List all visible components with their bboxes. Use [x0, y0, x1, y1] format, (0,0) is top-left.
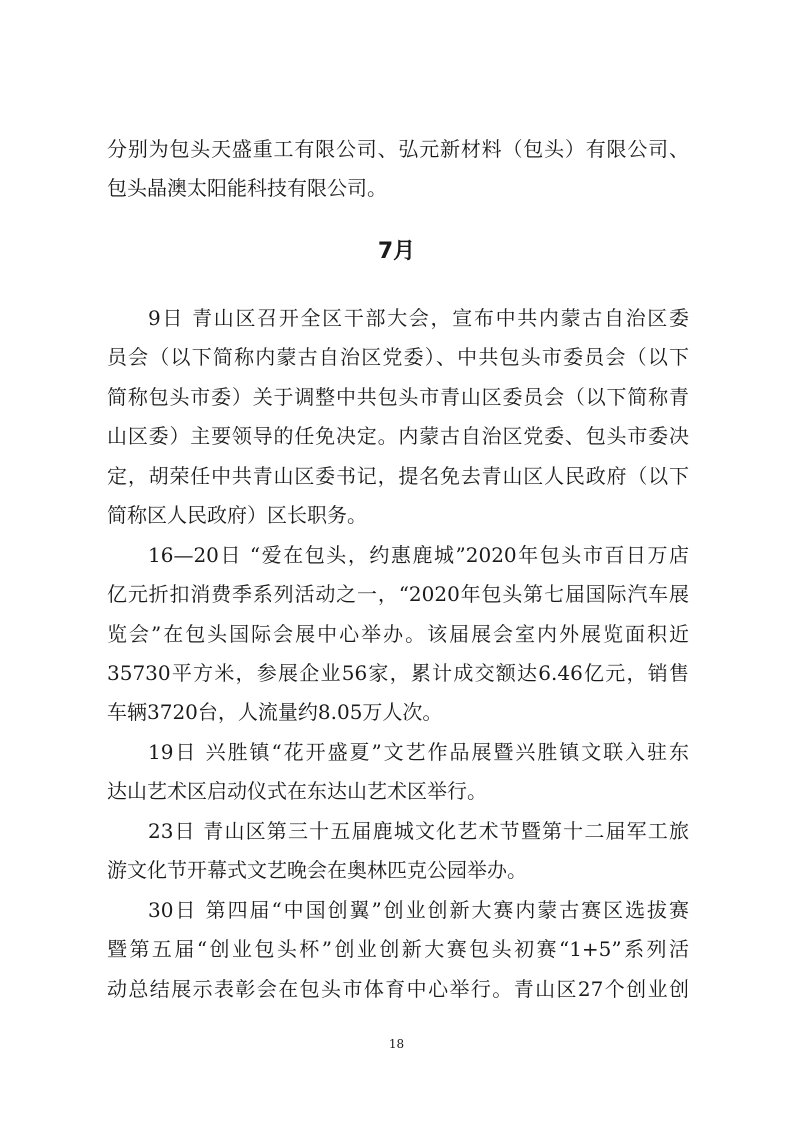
- entry-line: 16—20日 “爱在包头，约惠鹿城”2020年包头市百日万店: [148, 543, 689, 567]
- entry-line: 览会”在包头国际会展中心举办。该届展会室内外展览面积近: [107, 622, 689, 646]
- entry-line: 动总结展示表彰会在包头市体育中心举行。青山区27个创业创: [107, 977, 689, 1001]
- entry-line: 35730平方米，参展企业56家，累计成交额达6.46亿元，销售: [107, 661, 689, 685]
- entry-line: 山区委）主要领导的任免决定。内蒙古自治区党委、包头市委决: [107, 424, 689, 448]
- entry-line: 19日 兴胜镇“花开盛夏”文艺作品展暨兴胜镇文联入驻东: [148, 740, 689, 764]
- intro-line: 包头晶澳太阳能科技有限公司。: [107, 176, 387, 200]
- entry-line: 达山艺术区启动仪式在东达山艺术区举行。: [107, 779, 487, 803]
- page-number: 18: [388, 1037, 405, 1051]
- section-heading: 7月: [377, 239, 416, 264]
- entry-line: 简称包头市委）关于调整中共包头市青山区委员会（以下简称青: [107, 385, 689, 409]
- entry-line: 游文化节开幕式文艺晚会在奥林匹克公园举办。: [107, 858, 527, 882]
- entry-line: 车辆3720台，人流量约8.05万人次。: [107, 700, 443, 724]
- entry-line: 暨第五届“创业包头杯”创业创新大赛包头初赛“1+5”系列活: [107, 937, 689, 961]
- entry-line: 9日 青山区召开全区干部大会，宣布中共内蒙古自治区委: [148, 306, 689, 330]
- entry-line: 亿元折扣消费季系列活动之一，“2020年包头第七届国际汽车展: [107, 582, 689, 606]
- entry-line: 23日 青山区第三十五届鹿城文化艺术节暨第十二届军工旅: [148, 819, 689, 843]
- entry-line: 简称区人民政府）区长职务。: [107, 503, 367, 527]
- entry-line: 员会（以下简称内蒙古自治区党委）、中共包头市委员会（以下: [107, 345, 689, 369]
- intro-line: 分别为包头天盛重工有限公司、弘元新材料（包头）有限公司、: [107, 137, 689, 161]
- entry-line: 30日 第四届“中国创翼”创业创新大赛内蒙古赛区选拔赛: [148, 898, 689, 922]
- entry-line: 定，胡荣任中共青山区委书记，提名免去青山区人民政府（以下: [107, 464, 689, 488]
